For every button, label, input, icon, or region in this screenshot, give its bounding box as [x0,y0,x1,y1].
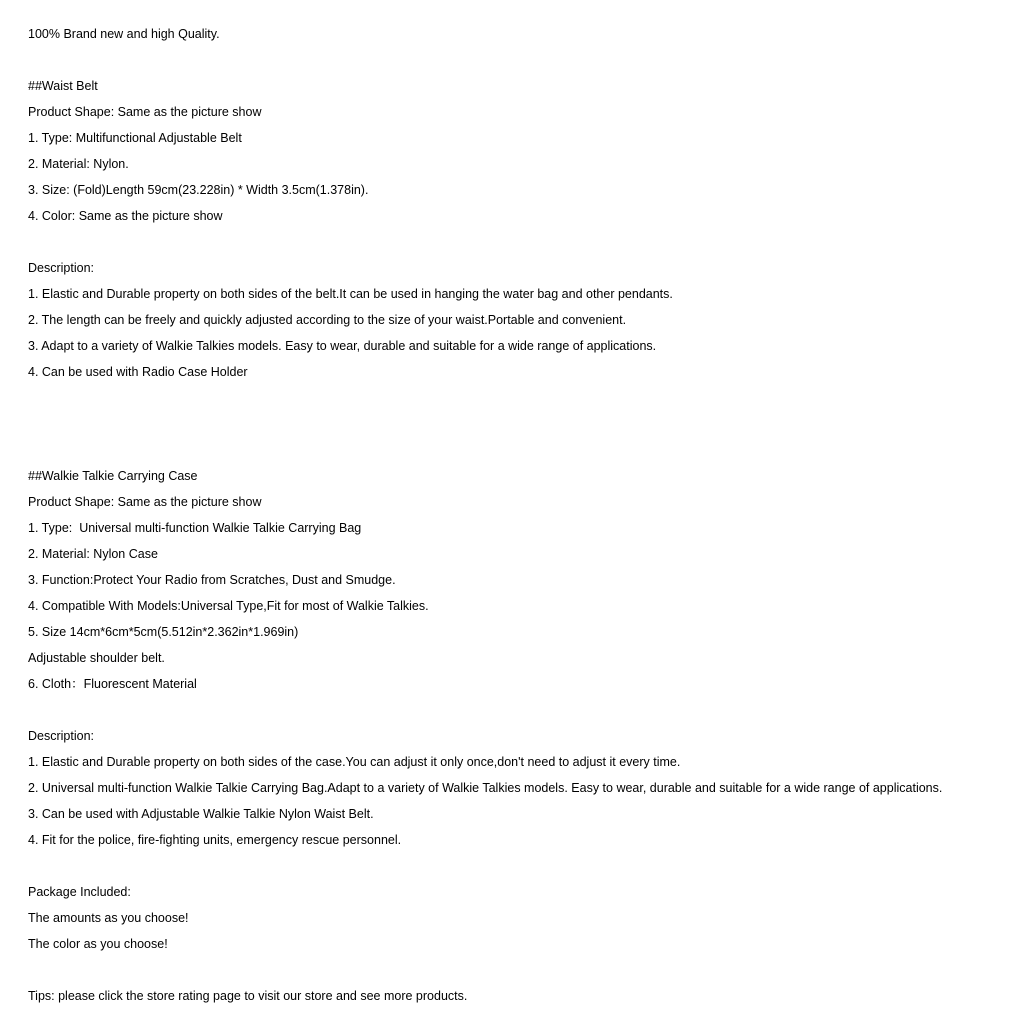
waist-belt-shape: Product Shape: Same as the picture show [28,105,262,119]
carrying-case-type: 1. Type: Universal multi-function Walkie Talkie Carrying Bag [28,521,362,535]
carrying-case-size: 5. Size 14cm*6cm*5cm(5.512in*2.362in*1.969in) [28,625,299,639]
waist-belt-description-item: 1. Elastic and Durable property on both sides of the belt.It can be used in hanging the water bag and other pendants. [28,287,673,301]
waist-belt-description-item: 4. Can be used with Radio Case Holder [28,365,248,379]
blank-line [28,411,1024,437]
package-item: The amounts as you choose! [28,911,189,925]
package-item: The color as you choose! [28,937,168,951]
carrying-case-description-item: 4. Fit for the police, fire-fighting units, emergency rescue personnel. [28,833,402,847]
intro-line: 100% Brand new and high Quality. [28,27,220,41]
carrying-case-description-heading: Description: [28,729,94,743]
tips-line: Tips: please click the store rating page to visit our store and see more products. [28,989,468,1003]
carrying-case-cloth: 6. Cloth：Fluorescent Material [28,677,197,691]
carrying-case-heading: ##Walkie Talkie Carrying Case [28,469,198,483]
waist-belt-size: 3. Size: (Fold)Length 59cm(23.228in) * Width 3.5cm(1.378in). [28,183,369,197]
carrying-case-function: 3. Function:Protect Your Radio from Scratches, Dust and Smudge. [28,573,396,587]
waist-belt-color: 4. Color: Same as the picture show [28,209,223,223]
waist-belt-material: 2. Material: Nylon. [28,157,129,171]
carrying-case-material: 2. Material: Nylon Case [28,547,158,561]
blank-line [28,437,1024,463]
carrying-case-compatible: 4. Compatible With Models:Universal Type,Fit for most of Walkie Talkies. [28,599,429,613]
waist-belt-description-item: 2. The length can be freely and quickly adjusted according to the size of your waist.Portable and convenient. [28,313,627,327]
package-heading: Package Included: [28,885,131,899]
blank-line [28,47,1024,73]
blank-line [28,229,1024,255]
carrying-case-description-item: 2. Universal multi-function Walkie Talkie Carrying Bag.Adapt to a variety of Walkie Talkies models. Easy to wear, durable and suitable for a wide range of applications. [28,781,943,795]
carrying-case-description-item: 1. Elastic and Durable property on both sides of the case.You can adjust it only once,don't need to adjust it every time. [28,755,681,769]
waist-belt-heading: ##Waist Belt [28,79,98,93]
blank-line [28,697,1024,723]
blank-line [28,853,1024,879]
waist-belt-description-heading: Description: [28,261,94,275]
carrying-case-shape: Product Shape: Same as the picture show [28,495,262,509]
waist-belt-description-item: 3. Adapt to a variety of Walkie Talkies models. Easy to wear, durable and suitable for a wide range of applications. [28,339,657,353]
blank-line [28,385,1024,411]
carrying-case-description-item: 3. Can be used with Adjustable Walkie Talkie Nylon Waist Belt. [28,807,374,821]
blank-line [28,957,1024,983]
carrying-case-shoulder-belt: Adjustable shoulder belt. [28,651,165,665]
waist-belt-type: 1. Type: Multifunctional Adjustable Belt [28,131,242,145]
